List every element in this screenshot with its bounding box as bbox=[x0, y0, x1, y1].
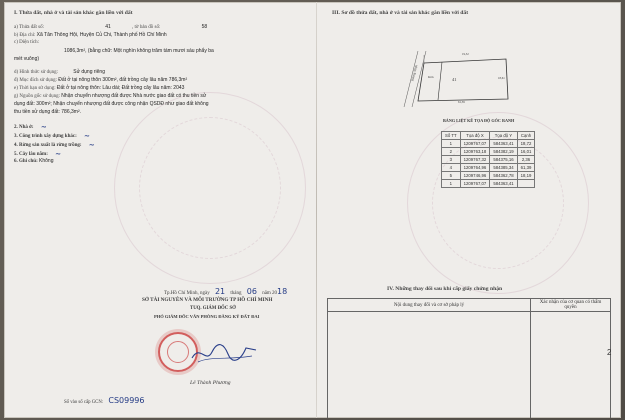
area-label: c) Diện tích: bbox=[14, 40, 39, 45]
coords-cell: 18,19 bbox=[517, 172, 535, 180]
changes-cell bbox=[328, 312, 531, 419]
sign-date bbox=[164, 287, 287, 298]
coords-cell: 4 bbox=[442, 164, 461, 172]
section-6-value: Không bbox=[39, 158, 54, 164]
origin-label: g) Nguồn gốc sử dụng: bbox=[14, 94, 61, 99]
tuq-title: TUQ. GIÁM ĐỐC SỞ bbox=[190, 306, 236, 311]
book-number-value: CS09996 bbox=[108, 396, 145, 405]
section-3-label: 3. Công trình xây dựng khác: bbox=[14, 134, 77, 139]
area-value: 1086,3m², (bằng chữ: Một nghìn không trăm tám mươi sáu phẩy ba bbox=[64, 48, 214, 54]
coords-cell: 16,01 bbox=[517, 148, 535, 156]
coords-header-cell: Tọa độ Y bbox=[490, 132, 517, 140]
deputy-title: PHÓ GIÁM ĐỐC VĂN PHÒNG ĐĂNG KÝ ĐẤT ĐAI bbox=[154, 314, 260, 319]
book-number-label: Số vào sổ cấp GCN: bbox=[64, 400, 104, 405]
address-row bbox=[14, 32, 167, 40]
table-row bbox=[328, 312, 611, 419]
coords-cell: 584375,16 bbox=[490, 156, 517, 164]
changes-cell bbox=[531, 312, 611, 419]
usage-term-row bbox=[14, 85, 184, 93]
handwritten-signature bbox=[190, 340, 260, 371]
section-4-label: 4. Rừng sản xuất là rừng trồng: bbox=[14, 143, 82, 148]
coords-cell: 5 bbox=[442, 172, 461, 180]
coords-cell: 1 bbox=[442, 180, 461, 188]
dimension-side: 18,61 bbox=[498, 76, 505, 80]
sign-year: 18 bbox=[277, 287, 288, 296]
left-page bbox=[4, 2, 316, 418]
parcel-map bbox=[402, 49, 512, 109]
sign-month-label: tháng bbox=[230, 291, 242, 296]
signer-name: Lê Thành Phương bbox=[190, 380, 231, 386]
address-value: Xã Tân Thông Hội, Huyện Củ Chi, Thành phố Hồ Chí Minh bbox=[36, 32, 167, 38]
coords-cell: 584363,41 bbox=[490, 140, 517, 148]
usage-form-value: Sử dụng riêng bbox=[73, 69, 105, 75]
changes-header-content: Nội dung thay đổi và cơ sở pháp lý bbox=[328, 299, 531, 312]
coords-cell: 1209746,96 bbox=[460, 172, 490, 180]
usage-purpose-row bbox=[14, 77, 187, 85]
table-row bbox=[442, 180, 535, 188]
coords-header-cell: Tọa độ X bbox=[460, 132, 490, 140]
table-row bbox=[442, 156, 535, 164]
road-label: Đường Nhựa bbox=[410, 64, 419, 82]
coords-table-title: BẢNG LIỆT KÊ TỌA ĐỘ GÓC RANH bbox=[443, 118, 515, 123]
coords-header-cell: Số TT bbox=[442, 132, 461, 140]
usage-term-label: e) Thời hạn sử dụng: bbox=[14, 86, 56, 91]
table-row bbox=[442, 172, 535, 180]
area-row bbox=[14, 40, 39, 47]
coords-cell: 61,39 bbox=[517, 164, 535, 172]
watermark-rosette-inner bbox=[139, 117, 281, 259]
table-row bbox=[442, 140, 535, 148]
usage-form-row bbox=[14, 69, 105, 77]
changes-header-row bbox=[328, 299, 611, 312]
coords-cell: 584362,78 bbox=[490, 172, 517, 180]
section-6-note bbox=[14, 158, 53, 166]
coords-cell: 1209763,18 bbox=[460, 148, 490, 156]
section-2-label: 2. Nhà ở: bbox=[14, 125, 34, 130]
usage-purpose-label: đ) Mục đích sử dụng: bbox=[14, 78, 57, 83]
parcel-number-label: a) Thửa đất số: bbox=[14, 25, 44, 30]
map-note-label: Kôn bbox=[428, 75, 434, 79]
origin-value: Nhận chuyển nhượng đất được Nhà nước giao đất có thu tiền sử bbox=[61, 93, 207, 99]
page-number: 2 bbox=[607, 348, 612, 357]
coords-header-cell: Cạnh bbox=[517, 132, 535, 140]
coords-cell: 3 bbox=[442, 156, 461, 164]
changes-table bbox=[327, 298, 611, 418]
crossed-out-mark: ~ bbox=[83, 132, 90, 140]
parcel-number-label: 41 bbox=[452, 77, 457, 82]
dimension-top: 19,52 bbox=[462, 52, 469, 56]
section-3-map-title: III. Sơ đồ thửa đất, nhà ở và tài sản khác gắn liền với đất bbox=[332, 10, 469, 16]
coords-cell: 584363,41 bbox=[490, 180, 517, 188]
coords-header-row bbox=[442, 132, 535, 140]
origin-value-2: dụng đất: 300m²; Nhận chuyển nhượng đất được công nhận QSDĐ như giao đất không bbox=[14, 101, 209, 107]
area-value-row bbox=[64, 48, 214, 56]
parcel-number-row bbox=[14, 24, 207, 32]
right-page bbox=[317, 2, 621, 418]
sign-date-prefix: Tp.Hồ Chí Minh, ngày bbox=[164, 291, 210, 296]
land-certificate-sheet bbox=[4, 2, 621, 418]
coords-cell: 1209767,07 bbox=[460, 140, 490, 148]
coords-cell: 584382,19 bbox=[490, 148, 517, 156]
area-value-continuation: mét vuông) bbox=[14, 56, 40, 62]
map-sheet-label: , tờ bản đồ số: bbox=[132, 25, 161, 30]
crossed-out-mark: ~ bbox=[55, 150, 62, 158]
origin-row bbox=[14, 93, 206, 101]
section-6-label: 6. Ghi chú: bbox=[14, 159, 38, 164]
section-1-title: I. Thửa đất, nhà ở và tài sản khác gắn liền với đất bbox=[14, 10, 133, 16]
authority-name: SỞ TÀI NGUYÊN VÀ MÔI TRƯỜNG TP HỒ CHÍ MINH bbox=[142, 297, 273, 303]
origin-value-3: thu tiền sử dụng đất: 786,3m². bbox=[14, 109, 81, 115]
sign-day: 21 bbox=[214, 287, 226, 296]
coords-cell: 18,72 bbox=[517, 140, 535, 148]
coords-cell: 1209767,07 bbox=[460, 180, 490, 188]
parcel-number-value: 41 bbox=[105, 24, 111, 30]
crossed-out-mark: ~ bbox=[88, 141, 95, 149]
map-sheet-value: 58 bbox=[201, 24, 208, 30]
section-4-changes-title: IV. Những thay đổi sau khi cấp giấy chứng nhận bbox=[387, 286, 503, 292]
usage-term-value: Đất ở tại nông thôn: Lâu dài; Đất trồng cây lâu năm: 2043 bbox=[56, 85, 185, 91]
coords-cell bbox=[517, 180, 535, 188]
usage-purpose-value: Đất ở tại nông thôn 300m², đất trồng cây lâu năm 786,3m² bbox=[58, 77, 188, 83]
section-5-label: 5. Cây lâu năm: bbox=[14, 152, 48, 157]
crossed-out-mark: ~ bbox=[40, 123, 47, 131]
book-number-row bbox=[64, 396, 145, 406]
coordinates-table bbox=[441, 131, 535, 188]
sign-year-label: năm 20 bbox=[262, 291, 278, 296]
usage-form-label: d) Hình thức sử dụng: bbox=[14, 70, 59, 75]
coords-cell: 1209764,96 bbox=[460, 164, 490, 172]
coords-cell: 1 bbox=[442, 140, 461, 148]
origin-row-2 bbox=[14, 101, 209, 109]
parcel-division bbox=[438, 62, 442, 100]
changes-header-confirmation: Xác nhận của cơ quan có thẩm quyền bbox=[531, 299, 611, 312]
coords-cell: 2 bbox=[442, 148, 461, 156]
table-row bbox=[442, 148, 535, 156]
coords-cell: 2,36 bbox=[517, 156, 535, 164]
area-value-cont bbox=[14, 56, 39, 64]
dimension-bottom: 61,39 bbox=[458, 100, 465, 104]
coords-cell: 1209767,32 bbox=[460, 156, 490, 164]
coords-cell: 584385,34 bbox=[490, 164, 517, 172]
parcel-outline bbox=[418, 59, 508, 101]
sign-month: 06 bbox=[246, 287, 257, 296]
table-row bbox=[442, 164, 535, 172]
origin-row-3 bbox=[14, 109, 81, 117]
address-label: b) Địa chỉ: bbox=[14, 33, 36, 38]
